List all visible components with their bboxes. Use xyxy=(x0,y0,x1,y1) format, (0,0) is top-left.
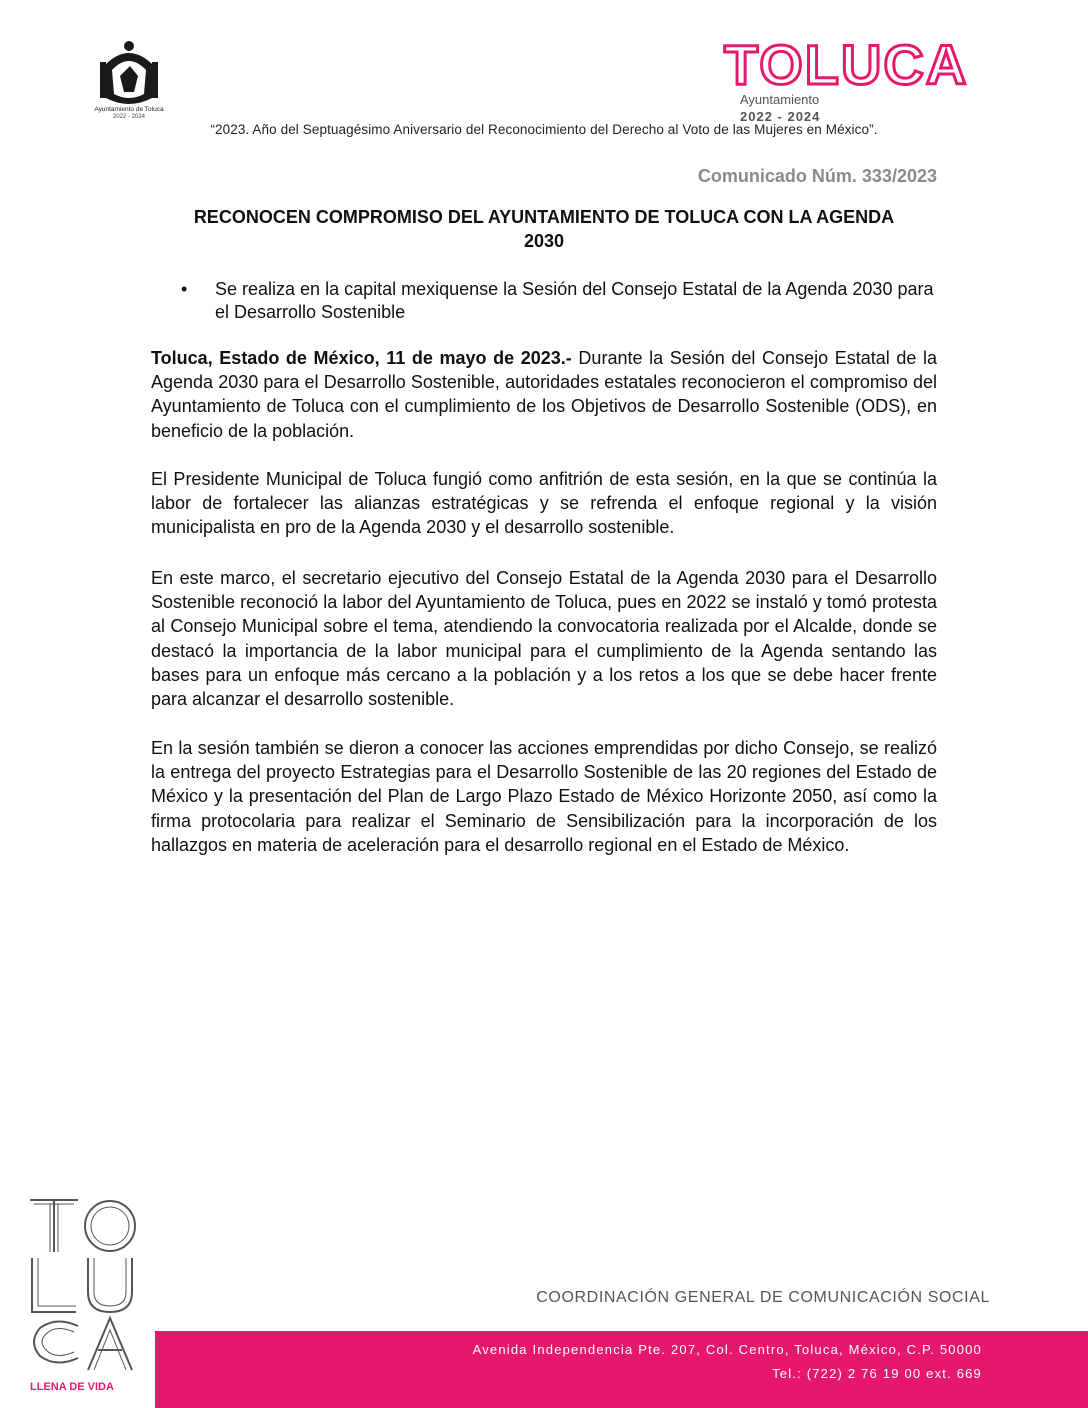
logo-tagline: LLENA DE VIDA xyxy=(30,1381,114,1393)
press-release-number: Comunicado Núm. 333/2023 xyxy=(697,166,937,186)
brand-subtitle: Ayuntamiento xyxy=(740,92,820,107)
headline-line1: RECONOCEN COMPROMISO DEL AYUNTAMIENTO DE TOLUCA CON LA AGENDA xyxy=(193,207,895,227)
headline-line2: 2030 xyxy=(523,231,565,251)
brand-years: 2022 - 2024 xyxy=(740,109,821,124)
footer-phone: Tel.: (722) 2 76 19 00 ext. 669 xyxy=(772,1366,982,1381)
paragraph-text: Durante la Sesión del Consejo Estatal de la Agenda 2030 para el Desarrollo Sostenible, autoridades estatales reconocieron el compromiso del Ayuntamiento de Toluca con el cumplimiento de los Objetivos de Desarrollo Sostenible (ODS), en beneficio de la población. xyxy=(151,348,938,441)
coordination-title: COORDINACIÓN GENERAL DE COMUNICACIÓN SOCIAL xyxy=(536,1289,990,1306)
body-paragraph-1 xyxy=(151,346,937,443)
toluca-stacked-logo xyxy=(26,1194,144,1394)
brand-word: TOLUCA xyxy=(724,36,969,96)
dateline: Toluca, Estado de México, 11 de mayo de 2023.- xyxy=(151,348,572,368)
body-paragraph-4: En la sesión también se dieron a conocer las acciones emprendidas por dicho Consejo, se realizó la entrega del proyecto Estrategias para el Desarrollo Sostenible de las 20 regiones del Estado de México y la presentación del Plan de Largo Plazo Estado de México Horizonte 2050, así como la firma protocolaria para realizar el Seminario de Sensibilización para la incorporación de los hallazgos en materia de aceleración para el desarrollo regional en el Estado de México. xyxy=(151,738,937,855)
shield-caption-line1: Ayuntamiento de Toluca xyxy=(94,106,164,113)
shield-caption-line2: 2022 - 2024 xyxy=(112,114,146,118)
summary-bullets xyxy=(151,278,937,324)
year-motto: “2023. Año del Septuagésimo Aniversario del Reconocimiento del Derecho al Voto de las Mujeres en México”. xyxy=(210,122,878,137)
body-paragraph-2: El Presidente Municipal de Toluca fungió como anfitrión de esta sesión, en la que se continúa la labor de fortalecer las alianzas estratégicas y se refrenda el enfoque regional y la visión municipalista en pro de la Agenda 2030 y el desarrollo sostenible. xyxy=(151,469,937,538)
footer-address: Avenida Independencia Pte. 207, Col. Centro, Toluca, México, C.P. 50000 xyxy=(472,1342,982,1357)
list-item xyxy=(151,278,937,324)
page-title xyxy=(151,205,937,253)
toluca-brand-logo xyxy=(722,36,984,126)
bullet-icon: • xyxy=(181,279,188,299)
bullet-text: Se realiza en la capital mexiquense la Sesión del Consejo Estatal de la Agenda 2030 para el Desarrollo Sostenible xyxy=(215,279,934,322)
municipal-shield-logo xyxy=(86,36,172,118)
body-paragraph-3: En este marco, el secretario ejecutivo del Consejo Estatal de la Agenda 2030 para el Desarrollo Sostenible reconoció la labor del Ayuntamiento de Toluca, pues en 2022 se instaló y tomó protesta al Consejo Municipal sobre el tema, atendiendo la convocatoria realizada por el Alcalde, donde se destacó la importancia de la labor municipal para el cumplimiento de la Agenda sentando las bases para un enfoque más cercano a la población y a los retos a los que se debe hacer frente para alcanzar el desarrollo sostenible. xyxy=(151,568,937,710)
